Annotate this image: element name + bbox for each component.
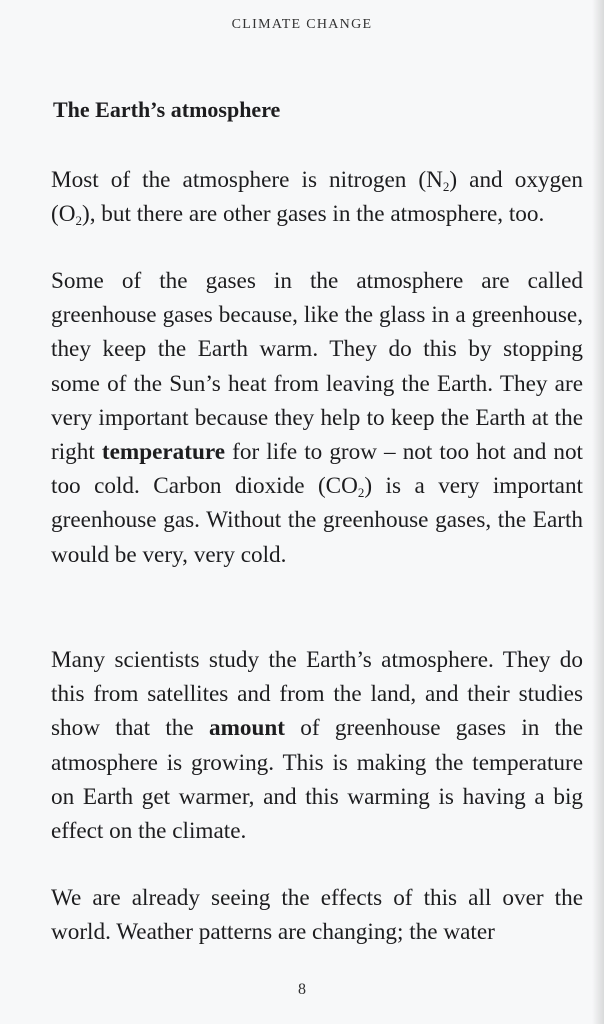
bold-term-amount: amount	[208, 715, 285, 742]
section-heading: The Earth’s atmosphere	[53, 97, 281, 122]
bold-term-temperature: temperature	[101, 439, 226, 466]
paragraph-text: for life to grow – not too hot and not too cold. Carbon dioxide (CO	[51, 439, 584, 500]
paragraph-1	[51, 163, 583, 231]
paragraph-text: ) and oxygen (O	[51, 167, 583, 228]
subscript: 2	[75, 213, 82, 229]
paragraph-text: Some of the gases in the atmosphere are called greenhouse gases because, like the glass in a greenhouse, they keep the Earth warm. They do this by stopping some of the Sun’s heat from leaving the Earth. They are very important because they help to keep the Earth at the right	[51, 268, 583, 466]
page-gutter-shadow	[592, 0, 604, 1024]
page-number: 8	[298, 981, 306, 998]
paragraph-2	[51, 264, 583, 572]
paragraph-text: of greenhouse gases in the atmosphere is growing. This is making the temperature on Earth get warmer, and this warming is having a big effect on the climate.	[51, 715, 583, 845]
paragraph-text: Many scientists study the Earth’s atmosphere. They do this from satellites and from the land, and their studies show that the	[51, 647, 583, 742]
paragraph-text: ) is a very important greenhouse gas. Without the greenhouse gases, the Earth would be very, very cold.	[51, 473, 583, 568]
paragraph-4	[51, 881, 583, 949]
paragraph-text: Most of the atmosphere is nitrogen (N	[51, 167, 443, 193]
subscript: 2	[442, 179, 450, 194]
paragraph-3	[51, 643, 583, 848]
running-head: CLIMATE CHANGE	[231, 17, 373, 32]
paragraph-text: ), but there are other gases in the atmosphere, too.	[81, 201, 545, 228]
paragraph-text: We are already seeing the effects of this all over the world. Weather patterns are changing; the water	[51, 885, 583, 946]
subscript: 2	[357, 485, 365, 501]
